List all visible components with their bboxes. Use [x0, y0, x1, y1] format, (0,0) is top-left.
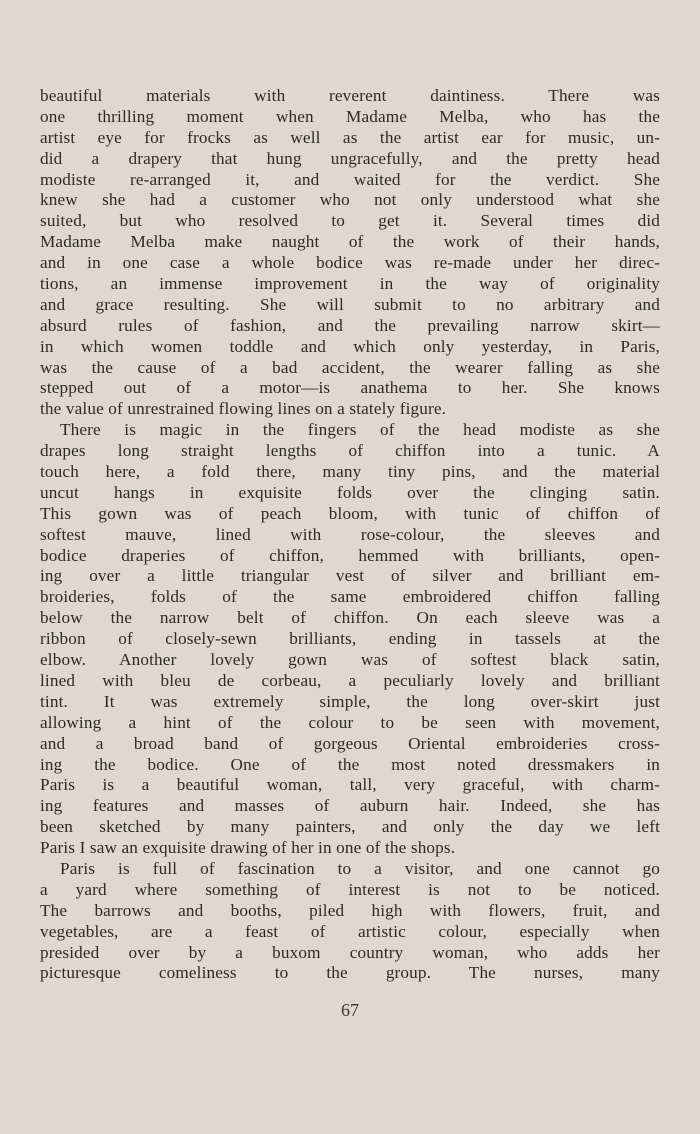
text-line: Paris is a beautiful woman, tall, very graceful, with charm-	[40, 775, 660, 795]
page-number: 67	[341, 1000, 359, 1020]
text-line: lined with bleu de corbeau, a peculiarly lovely and brilliant	[40, 670, 660, 690]
text-line: absurd rules of fashion, and the prevailing narrow skirt—	[40, 315, 660, 335]
text-line: touch here, a fold there, many tiny pins, and the material	[40, 462, 660, 482]
text-line: ribbon of closely-sewn brilliants, ending in tassels at the	[40, 629, 660, 649]
text-line: modiste re-arranged it, and waited for the verdict. She	[40, 169, 660, 189]
text-line: was the cause of a bad accident, the wearer falling as she	[40, 357, 660, 377]
text-line: knew she had a customer who not only understood what she	[40, 190, 660, 210]
text-line: and a broad band of gorgeous Oriental embroideries cross-	[40, 733, 660, 753]
text-line: ing features and masses of auburn hair. Indeed, she has	[40, 796, 660, 816]
text-line: ing over a little triangular vest of silver and brilliant em-	[40, 566, 660, 586]
text-line: vegetables, are a feast of artistic colour, especially when	[40, 921, 660, 941]
text-line: There is magic in the fingers of the head modiste as she	[60, 420, 660, 440]
page-body	[40, 86, 660, 984]
text-line: Madame Melba make naught of the work of their hands,	[40, 232, 660, 252]
text-line: artist eye for frocks as well as the artist ear for music, un-	[40, 127, 660, 147]
text-line: and grace resulting. She will submit to no arbitrary and	[40, 294, 660, 314]
text-line: stepped out of a motor—is anathema to her. She knows	[40, 378, 660, 398]
text-line: tint. It was extremely simple, the long over-skirt just	[40, 691, 660, 711]
text-line: Paris I saw an exquisite drawing of her in one of the shops.	[40, 838, 456, 858]
body-text	[40, 86, 660, 984]
text-line: one thrilling moment when Madame Melba, who has the	[40, 106, 660, 126]
text-line: presided over by a buxom country woman, who adds her	[40, 942, 660, 962]
text-line: Paris is full of fascination to a visitor, and one cannot go	[60, 858, 660, 878]
text-line: been sketched by many painters, and only the day we left	[40, 817, 660, 837]
text-line: softest mauve, lined with rose-colour, the sleeves and	[40, 524, 660, 544]
text-line: The barrows and booths, piled high with flowers, fruit, and	[40, 900, 660, 920]
text-line: broideries, folds of the same embroidered chiffon falling	[40, 587, 660, 607]
text-line: uncut hangs in exquisite folds over the clinging satin.	[40, 482, 660, 502]
text-line: the value of unrestrained flowing lines on a stately figure.	[40, 399, 447, 419]
text-line: drapes long straight lengths of chiffon into a tunic. A	[40, 441, 660, 461]
text-line: beautiful materials with reverent daintiness. There was	[40, 86, 660, 105]
text-line: tions, an immense improvement in the way of originality	[40, 274, 660, 294]
text-line: picturesque comeliness to the group. The nurses, many	[40, 963, 660, 983]
text-line: below the narrow belt of chiffon. On each sleeve was a	[40, 608, 660, 628]
text-line: and in one case a whole bodice was re-made under her direc-	[40, 253, 660, 273]
text-line: allowing a hint of the colour to be seen with movement,	[40, 712, 660, 732]
text-line: a yard where something of interest is not to be noticed.	[40, 879, 660, 899]
text-line: in which women toddle and which only yesterday, in Paris,	[40, 336, 660, 356]
text-line: ing the bodice. One of the most noted dressmakers in	[40, 754, 660, 774]
text-line: This gown was of peach bloom, with tunic of chiffon of	[40, 503, 660, 523]
text-line: elbow. Another lovely gown was of softest black satin,	[40, 650, 660, 670]
text-line: bodice draperies of chiffon, hemmed with brilliants, open-	[40, 545, 660, 565]
text-line: did a drapery that hung ungracefully, and the pretty head	[40, 148, 660, 168]
text-line: suited, but who resolved to get it. Several times did	[40, 211, 660, 231]
